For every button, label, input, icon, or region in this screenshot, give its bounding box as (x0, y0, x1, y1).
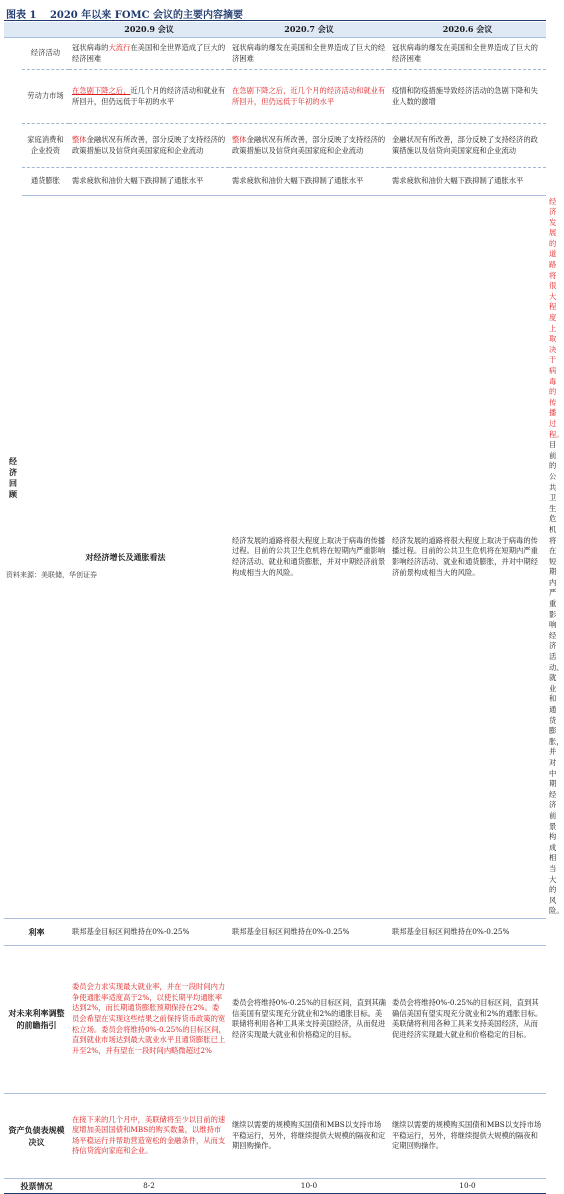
cell-text: 金融状况有所改善，部分反映了支持经济的政策措施以及信贷向美国家庭和企业流动 (232, 134, 386, 155)
row-label-labor: 劳动力市场 (22, 70, 69, 124)
red-text: 大流行 (108, 42, 131, 52)
cell-rate-2020-7: 联邦基金目标区间维持在0%-0.25% (229, 918, 389, 945)
cell-vote-2020-6: 10-0 (389, 1178, 546, 1193)
header-2020-9: 2020.9 会议 (69, 22, 229, 38)
row-vote (4, 1178, 546, 1193)
header-2020-6: 2020.6 会议 (389, 22, 546, 38)
row-balance (4, 1093, 546, 1178)
row-labor (4, 70, 546, 124)
title-rule (4, 20, 546, 21)
row-label-outlook: 对经济增长及通胀看法 (22, 196, 229, 919)
cell-text: 目前的公共卫生危机将在短期内严重影响经济活动、就业和通货膨胀，并对中期经济前景构成相当大的风险。 (549, 440, 564, 916)
cell-guidance-2020-7: 委员会将维持0%-0.25%的目标区间，直到其确信美国有望实现充分就业和2%的通胀目标。美联储将利用各种工具来支持美国经济，从而促进经济实现最大就业和价格稳定的目标。 (229, 945, 389, 1093)
cell-guidance-2020-9: 委员会力求实现最大就业率，并在一段时间内力争使通胀率适度高于2%，以使长期平均通胀率达到2%，而长期通货膨胀预期保持在2%。委员会希望在实现这些结果之前保持货币政策的宽松立场。委员会将维持0%-0.25%的目标区间，直到就业市场达到最大就业水平且通货膨胀已上升至2%，并有望在一段时间内略微超过2% (69, 945, 229, 1093)
row-rate (4, 918, 546, 945)
cell-econ-activity-2020-7: 冠状病毒的爆发在美国和全世界造成了巨大的经济困难 (229, 38, 389, 70)
figure-title-text: 2020 年以来 FOMC 会议的主要内容摘要 (49, 10, 244, 21)
cell-labor-2020-9 (69, 70, 229, 124)
cell-vote-2020-7: 10-0 (229, 1178, 389, 1193)
cell-outlook-2020-7: 经济发展的道路将很大程度上取决于病毒的传播过程。目前的公共卫生危机将在短期内严重影响经济活动、就业和通货膨胀，并对中期经济前景构成相当大的风险。 (389, 196, 546, 919)
row-guidance (4, 945, 546, 1093)
cell-guidance-2020-6: 委员会将维持0%-0.25%的目标区间，直到其确信美国有望实现充分就业和2%的通胀目标。美联储将利用各种工具来支持美国经济，从而促进经济实现最大就业和价格稳定的目标。 (389, 945, 546, 1093)
cell-balance-2020-7: 继续以需要的规模购买国债和MBS以支持市场平稳运行，另外，将继续提供大规模的隔夜和定期回购操作。 (229, 1093, 389, 1178)
source-note: 资料来源：美联储，华创证券 (6, 571, 97, 579)
row-label-rate: 利率 (4, 918, 69, 945)
cell-vote-2020-9: 8-2 (69, 1178, 229, 1193)
cell-consumer-2020-7 (229, 124, 389, 168)
row-label-balance: 资产负债表规模决议 (4, 1093, 69, 1178)
fomc-summary-table (4, 22, 564, 1194)
figure-label: 图表 1 (6, 10, 37, 21)
group-label-review: 经 济 回 顾 (4, 38, 22, 919)
cell-rate-2020-9: 联邦基金目标区间维持在0%-0.25% (69, 918, 229, 945)
cell-balance-2020-9: 在接下来的几个月中，美联储将至少以目前的速度增加美国国债和MBS的购买数量，以维持市场平稳运行并帮助营造宽松的金融条件，从而支持信贷流向家庭和企业。 (69, 1093, 229, 1178)
row-consumer (4, 124, 546, 168)
red-text: 整体 (72, 134, 87, 144)
row-econ-activity (4, 38, 546, 70)
header-2020-7: 2020.7 会议 (229, 22, 389, 38)
red-text: 在急剧下降之后， (72, 85, 131, 95)
cell-econ-activity-2020-6: 冠状病毒的爆发在美国和全世界造成了巨大的经济困难 (389, 38, 546, 70)
cell-labor-2020-6: 疫情和防疫措施导致经济活动的急剧下降和失业人数的激增 (389, 70, 546, 124)
cell-labor-2020-7: 在急剧下降之后，近几个月的经济活动和就业有所回升，但仍远低于年初的水平 (229, 70, 389, 124)
figure-title (6, 6, 243, 20)
row-inflation (4, 168, 546, 196)
cell-consumer-2020-6: 金融状况有所改善，部分反映了支持经济的政策措施以及信贷向美国家庭和企业流动 (389, 124, 546, 168)
cell-inflation-2020-7: 需求疲软和油价大幅下跌抑制了通胀水平 (229, 168, 389, 196)
cell-text: 金融状况有所改善，部分反映了支持经济的政策措施以及信贷向美国家庭和企业流动 (72, 134, 226, 155)
cell-text: 近几个月的经济活动和就业有所回升，但仍远低于年初的水平 (72, 85, 226, 106)
cell-balance-2020-6: 继续以需要的规模购买国债和MBS以支持市场平稳运行，另外，将继续提供大规模的隔夜和定期回购操作。 (389, 1093, 546, 1178)
cell-econ-activity-2020-9: 冠状病毒的大流行在美国和全世界造成了巨大的经济困难 (69, 38, 229, 70)
red-text: 经济发展的道路将很大程度上取决于病毒的传播过程。 (549, 196, 564, 439)
row-label-consumer: 家庭消费和企业投资 (22, 124, 69, 168)
cell-rate-2020-6: 联邦基金目标区间维持在0%-0.25% (389, 918, 546, 945)
header-blank (4, 22, 69, 38)
cell-consumer-2020-9 (69, 124, 229, 168)
row-label-econ-activity: 经济活动 (22, 38, 69, 70)
table-header-row (4, 22, 546, 38)
row-label-guidance: 对未来利率调整的前瞻指引 (4, 945, 69, 1093)
row-outlook (4, 196, 546, 919)
cell-inflation-2020-9: 需求疲软和油价大幅下跌抑制了通胀水平 (69, 168, 229, 196)
cell-outlook-2020-9: 经济发展的道路将很大程度上取决于病毒的传播过程。目前的公共卫生危机将在短期内严重影响经济活动、就业和通货膨胀，并对中期经济前景构成相当大的风险。 (229, 196, 389, 919)
red-text: 整体 (232, 134, 247, 144)
row-label-inflation: 通货膨胀 (22, 168, 69, 196)
cell-inflation-2020-6: 需求疲软和油价大幅下跌抑制了通胀水平 (389, 168, 546, 196)
row-label-vote: 投票情况 (4, 1178, 69, 1193)
